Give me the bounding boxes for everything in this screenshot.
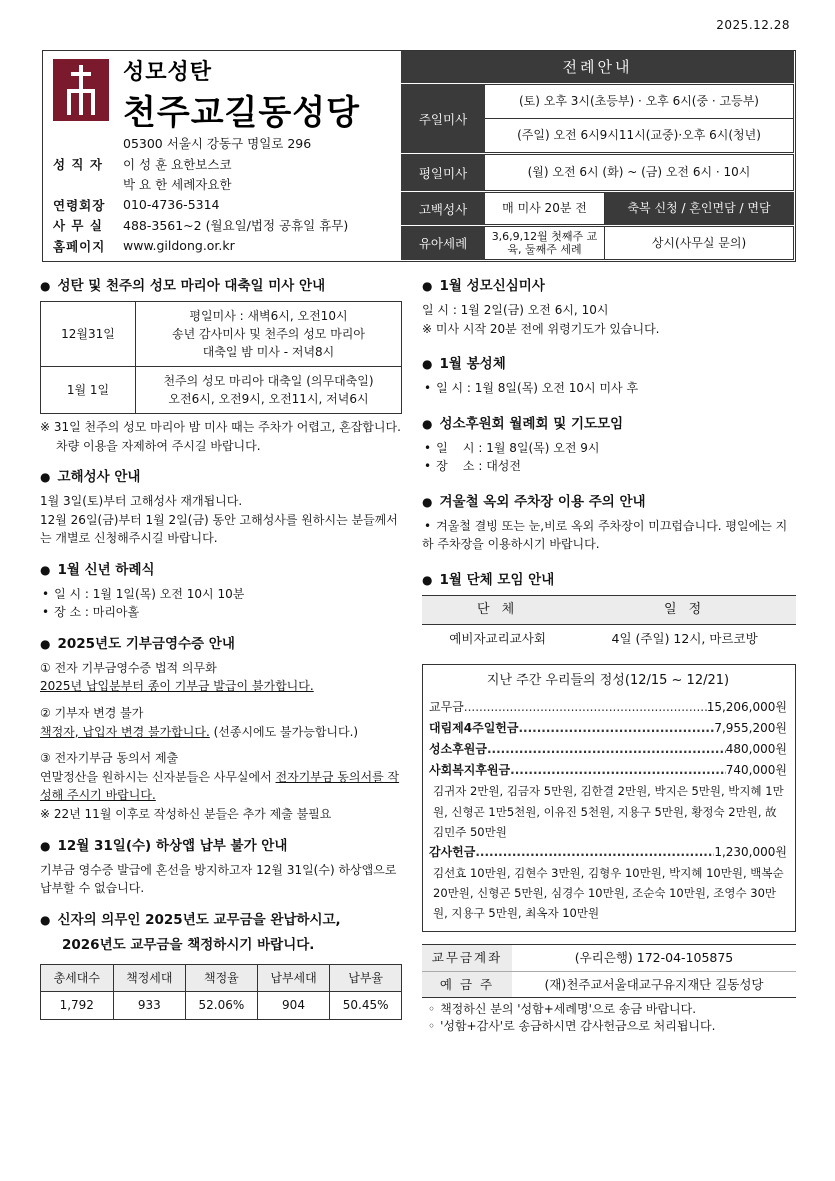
infant-baptism-schedule: 3,6,9,12월 첫째주 교육, 둘째주 세례 <box>485 226 605 260</box>
donor-list: 김선효 10만원, 김현수 3만원, 김형우 10만원, 박지혜 10만원, 백복순 20만원, 신형곤 5만원, 심경수 10만원, 조순숙 10만원, 조영수 30만원, 지용구 5만원, 최옥자 10만원 <box>433 865 784 921</box>
section-title: ● 성소후원회 월례회 및 기도모임 <box>422 414 796 435</box>
remit-note: ◦ '성함+감사'로 송금하시면 감사헌금으로 처리됩니다. <box>422 1018 796 1035</box>
offering-line: 교무금 ..... 15,206,000원 <box>429 697 787 718</box>
offering-line: 감사헌금 ..... 1,230,000원 <box>429 842 787 863</box>
schedule-title: 전례안내 <box>401 51 794 83</box>
table-row: 12월31일 평일미사 : 새벽6시, 오전10시 송년 감사미사 및 천주의 성모 마리아 대축일 밤 미사 - 저녁8시 <box>41 301 402 366</box>
address: 05300 서울시 강동구 명일로 296 <box>123 136 312 152</box>
section-title-line2: 2026년도 교무금을 책정하시기 바랍니다. <box>62 936 315 953</box>
sunday-mass-label: 주일미사 <box>401 84 485 153</box>
church-logo-icon <box>53 59 109 121</box>
text-line: 2025년 납입분부터 종이 기부금 발급이 불가합니다. <box>40 679 314 694</box>
section-title: ● 신자의 의무인 2025년도 교무금을 완납하시고, <box>40 910 402 931</box>
group-meeting-table: 단 체 일 정 예비자교리교사회 4일 (주일) 12시, 마르코방 <box>422 595 796 653</box>
offering-title: 지난 주간 우리들의 정성(12/15 ~ 12/21) <box>486 673 730 689</box>
always-office: 상시(사무실 문의) <box>605 226 794 260</box>
table-row: 교무금계좌 (우리은행) 172-04-105875 <box>422 945 796 971</box>
text-line: • 일 시 : 1월 1일(목) 오전 10시 10분 <box>40 585 402 604</box>
text-line: • 장 소 : 마리아홀 <box>40 603 402 622</box>
section-title: ● 1월 봉성체 <box>422 354 796 375</box>
weekday-mass-label: 평일미사 <box>401 154 485 191</box>
clergy-row: 박 요 한 세례자요한 <box>123 177 232 193</box>
text-line: 책정자, 납입자 변경 불가합니다. (선종시에도 불가능합니다.) <box>40 724 359 739</box>
weekday-mass: (월) 오전 6시 (화) ~ (금) 오전 6시 · 10시 <box>485 154 794 191</box>
text-line: ② 기부자 변경 불가 <box>40 706 144 721</box>
text-line: • 겨울철 결빙 또는 눈,비로 옥외 주차장이 미끄럽습니다. 평일에는 지하 주차장을 이용하시기 바랍니다. <box>422 517 796 554</box>
text-line: 기부금 영수증 발급에 혼선을 방지하고자 12월 31일(수) 하상앱으로 납부할 수 없습니다. <box>40 862 397 896</box>
text-line: ※ 22년 11월 이후로 작성하신 분들은 추가 제출 불필요 <box>40 807 332 821</box>
text-line: • 장 소 : 대성전 <box>422 457 796 476</box>
parish-info <box>43 51 401 260</box>
table-row: 예비자교리교사회 4일 (주일) 12시, 마르코방 <box>449 630 758 646</box>
section-title: ● 겨울철 옥외 주차장 이용 주의 안내 <box>422 492 796 513</box>
section-title: ● 1월 성모신심미사 <box>422 276 796 297</box>
clergy-row: 성 직 자 이 성 훈 요한보스코 <box>53 156 232 172</box>
table-row: 1,792 933 52.06% 904 50.45% <box>41 992 402 1020</box>
homepage-row: 홈페이지 www.gildong.or.kr <box>53 236 398 257</box>
office-row: 사 무 실 488-3561~2 (월요일/법정 공휴일 휴무) <box>53 218 349 234</box>
right-column <box>422 276 796 1035</box>
infant-baptism-label: 유아세례 <box>401 226 485 260</box>
sunday-mass-sat: (토) 오후 3시(초등부) · 오후 6시(중 · 고등부) <box>485 84 794 119</box>
section-title: ● 1월 단체 모임 안내 <box>422 570 796 591</box>
section-title: ● 고해성사 안내 <box>40 467 402 488</box>
offering-line: 대림제4주일헌금 ..... 7,955,200원 <box>429 718 787 739</box>
offering-box <box>422 664 796 932</box>
liturgy-schedule <box>401 51 794 260</box>
text-line: ① 전자 기부금영수증 법적 의무화 <box>40 660 217 675</box>
sunday-mass-sun: (주일) 오전 6시9시11시(교중)·오후 6시(청년) <box>485 119 794 153</box>
parish-name: 천주교길동성당 <box>123 93 360 133</box>
tithe-stats-table: 총세대수 책정세대 책정율 납부세대 납부율 1,792 933 52.06% 904 50.45% <box>40 964 402 1020</box>
text-line: 연말정산을 원하시는 신자분들은 사무실에서 전자기부금 동의서를 작성해 주시기 바랍니다. <box>40 769 400 803</box>
funeral-contact-row: 연령회장 010-4736-5314 <box>53 197 220 213</box>
text-line: • 일 시 : 1월 8일(목) 오전 10시 미사 후 <box>422 379 796 398</box>
table-row: 1월 1일 천주의 성모 마리아 대축일 (의무대축일) 오전6시, 오전9시, 오전11시, 저녁6시 <box>41 366 402 413</box>
offering-line: 성소후원금 ..... 480,000원 <box>429 739 787 760</box>
confession-time: 매 미사 20분 전 <box>485 192 605 225</box>
text-line: ※ 미사 시작 20분 전에 위령기도가 있습니다. <box>422 321 660 336</box>
parking-note: ※ 31일 천주의 성모 마리아 밤 미사 때는 주차가 어렵고, 혼잡합니다. 차량 이용을 자제하여 주시길 바랍니다. <box>40 419 401 453</box>
table-row: 예 금 주 (재)천주교서울대교구유지재단 길동성당 <box>422 971 796 997</box>
issue-date: 2025.12.28 <box>716 18 790 32</box>
sub-title: 성모성탄 <box>123 60 213 85</box>
text-line: 12월 26일(금)부터 1월 2일(금) 동안 고해성사를 원하시는 분들께서는 개별로 신청해주시길 바랍니다. <box>40 512 398 546</box>
christmas-mass-table <box>40 301 402 414</box>
account-number: (우리은행) 172-04-105875 <box>512 945 796 971</box>
text-line: ③ 전자기부금 동의서 제출 <box>40 751 179 766</box>
text-line: • 일 시 : 1월 8일(목) 오전 9시 <box>422 439 796 458</box>
account-table <box>422 944 796 998</box>
section-title: ● 성탄 및 천주의 성모 마리아 대축일 미사 안내 <box>40 276 402 297</box>
donor-list: 김귀자 2만원, 김금자 5만원, 김한결 2만원, 박지은 5만원, 박지혜 1만원, 신형곤 1만5천원, 이유진 5천원, 지용구 5만원, 황정숙 2만원, 故김민주 50만원 <box>433 784 784 839</box>
remit-note: ◦ 책정하신 분의 '성함+세례명'으로 송금 바랍니다. <box>422 1001 796 1018</box>
section-title: ● 1월 신년 하례식 <box>40 560 402 581</box>
left-column <box>40 276 402 1020</box>
account-holder: (재)천주교서울대교구유지재단 길동성당 <box>512 971 796 997</box>
confession-label: 고백성사 <box>401 192 485 225</box>
text-line: 1월 3일(토)부터 고해성사 재개됩니다. <box>40 494 243 509</box>
text-line: 일 시 : 1월 2일(금) 오전 6시, 10시 <box>422 302 609 317</box>
section-title: ● 2025년도 기부금영수증 안내 <box>40 634 402 655</box>
blessing-request: 축복 신청 / 혼인면담 / 면담 <box>605 192 794 225</box>
bulletin-header <box>42 50 796 262</box>
section-title: ● 12월 31일(수) 하상앱 납부 불가 안내 <box>40 836 402 857</box>
contact-info <box>53 133 398 256</box>
offering-line: 사회복지후원금 ..... 740,000원 <box>429 760 787 781</box>
homepage-link[interactable]: www.gildong.or.kr <box>123 238 235 254</box>
